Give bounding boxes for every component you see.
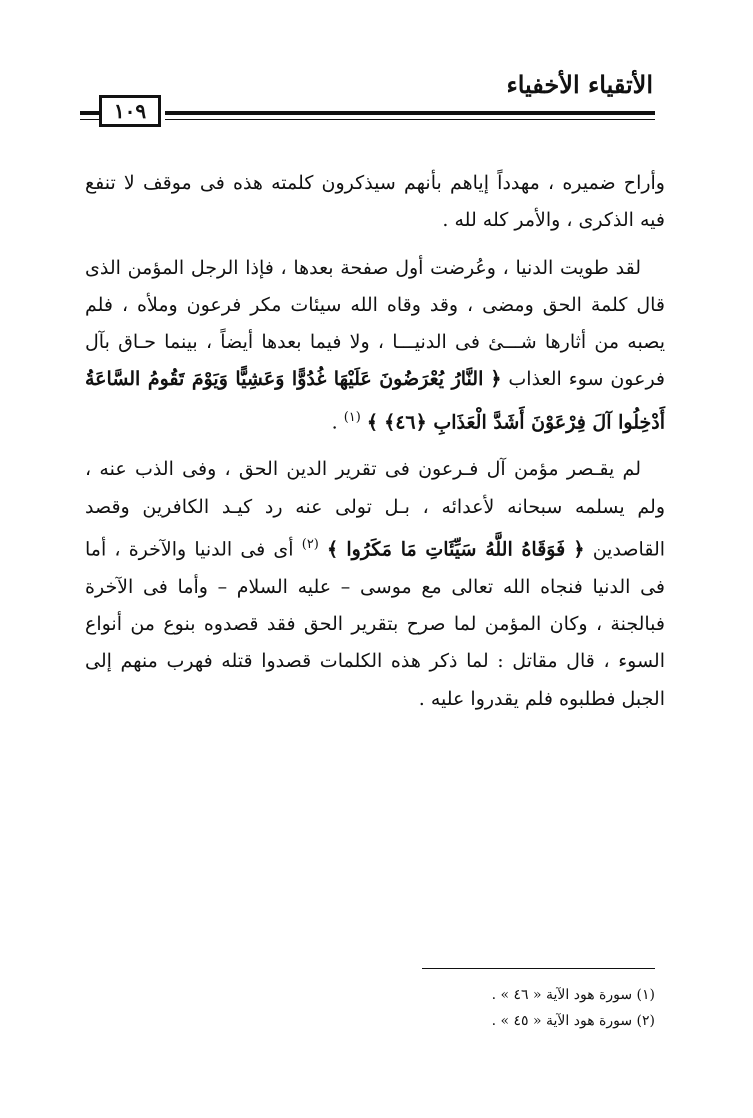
page-number: ١٠٩ <box>113 99 147 123</box>
paragraph-3 <box>85 451 665 717</box>
header-rule-left-thin <box>80 119 100 120</box>
running-header-title: الأتقياء الأخفياء <box>506 70 653 99</box>
paragraph-3-continuation: أى فى الدنيا والآخرة ، أما فى الدنيا فنجاه الله تعالى مع موسى – عليه السلام – وأما فى الآخرة فبالجنة ، وكان المؤمن لما صرح بتقرير الحق فقد قصدوه بنوع من أنواع السوء ، قال مقاتل : لما ذكر هذه الكلمات قصدوا قتله فهرب منهم إلى الجبل فطلبوه فلم يقدروا عليه . <box>85 538 665 710</box>
paragraph-2-end: . <box>331 411 338 434</box>
quran-close-brace: ﴾ <box>327 538 339 561</box>
paragraph-1-text: وأراح ضميره ، مهدداً إياهم بأنهم سيذكرون كلمته هذه فى موقف لا تنفع فيه الذكرى ، والأمر كله لله . <box>85 172 665 232</box>
quran-verse-2: فَوَقَاهُ اللَّهُ سَيِّئَاتِ مَا مَكَرُوا <box>346 538 566 561</box>
footnote-2: (٢) سورة هود الآية « ٤٥ » . <box>491 1013 655 1029</box>
paragraph-1 <box>85 165 665 240</box>
paragraph-2-text: لقد طويت الدنيا ، وعُرضت أول صفحة بعدها ، فإذا الرجل المؤمن الذى قال كلمة الحق ومضى ، وقد وقاه الله سيئات مكر فرعون وملأه ، فلم يصبه من أثارها شـــئ فى الدنيـــا ، ولا فيما بعدها أيضاً ، بينما حـاق بآل فرعون سوء العذاب <box>85 256 666 391</box>
header-rule-thick <box>165 111 655 115</box>
quran-open-brace: ﴿ <box>490 368 502 391</box>
paragraph-2 <box>85 250 665 442</box>
footnotes <box>255 982 655 1034</box>
main-text <box>85 165 665 728</box>
footnote-separator <box>422 968 655 969</box>
quran-verse-1: النَّارُ يُعْرَضُونَ عَلَيْهَا غُدُوًّا وَعَشِيًّا وَيَوْمَ تَقُومُ السَّاعَةُ أَدْخِلُوا آلَ فِرْعَوْنَ أَشَدَّ الْعَذَابِ ﴿٤٦﴾ <box>85 368 665 434</box>
paragraph-3-text: لم يقـصر مؤمن آل فـرعون فى تقرير الدين الحق ، وفى الذب عنه ، ولم يسلمه سبحانه لأعدائه ، بـل تولى عنه رد كيـد الكافرين وقصد القاصدين <box>85 458 666 561</box>
footnote-ref-2: (٢) <box>301 537 319 552</box>
header-rule-left-thick <box>80 111 100 115</box>
header-rule-thin <box>165 119 655 120</box>
footnote-1: (١) سورة هود الآية « ٤٦ » . <box>491 987 655 1003</box>
page-number-box <box>99 95 161 127</box>
quran-open-brace: ﴿ <box>573 538 585 561</box>
footnote-ref-1: (١) <box>343 409 361 425</box>
quran-close-brace: ﴾ <box>366 411 379 434</box>
